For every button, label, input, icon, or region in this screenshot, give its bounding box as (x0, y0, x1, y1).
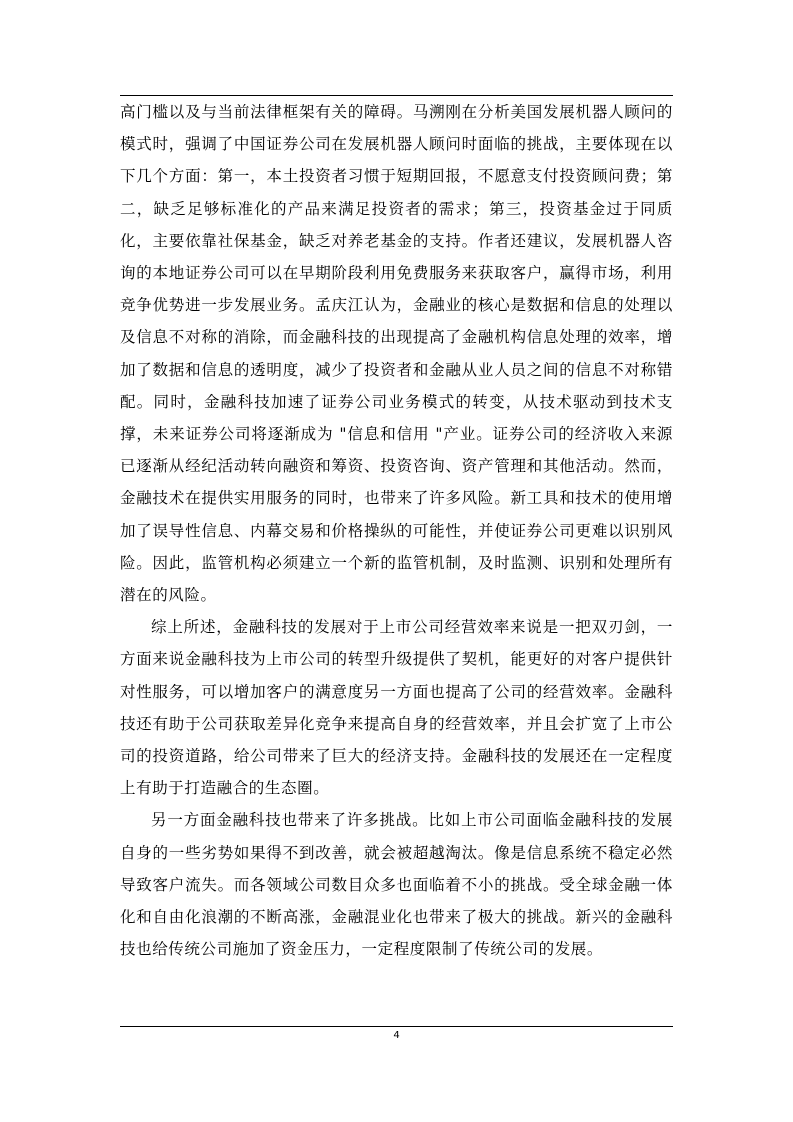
paragraph-continued: 高门槛以及与当前法律框架有关的障碍。马溯刚在分析美国发展机器人顾问的模式时，强调了中国证券公司在发展机器人顾问时面临的挑战，主要体现在以下几个方面：第一，本土投资者习惯于短期回报，不愿意支付投资顾问费；第二，缺乏足够标准化的产品来满足投资者的需求；第三，投资基金过于同质化，主要依靠社保基金，缺乏对养老基金的支持。作者还建议，发展机器人咨询的本地证券公司可以在早期阶段利用免费服务来获取客户，赢得市场，利用竞争优势进一步发展业务。孟庆江认为，金融业的核心是数据和信息的处理以及信息不对称的消除，而金融科技的出现提高了金融机构信息处理的效率，增加了数据和信息的透明度，减少了投资者和金融从业人员之间的信息不对称错配。同时，金融科技加速了证券公司业务模式的转变，从技术驱动到技术支撑，未来证券公司将逐渐成为 "信息和信用 "产业。证券公司的经济收入来源已逐渐从经纪活动转向融资和筹资、投资咨询、资产管理和其他活动。然而，金融技术在提供实用服务的同时，也带来了许多风险。新工具和技术的使用增加了误导性信息、内幕交易和价格操纵的可能性，并使证券公司更难以识别风险。因此，监管机构必须建立一个新的监管机制，及时监测、识别和处理所有潜在的风险。 (120, 103, 673, 605)
body-text (120, 96, 673, 965)
page-number: 4 (393, 1030, 400, 1041)
footer-rule (120, 1026, 673, 1027)
paragraph-summary: 综上所述，金融科技的发展对于上市公司经营效率来说是一把双刃剑，一方面来说金融科技为上市公司的转型升级提供了契机，能更好的对客户提供针对性服务，可以增加客户的满意度另一方面也提高了公司的经营效率。金融科技还有助于公司获取差异化竞争来提高自身的经营效率，并且会扩宽了上市公司的投资道路，给公司带来了巨大的经济支持。金融科技的发展还在一定程度上有助于打造融合的生态圈。 (120, 618, 673, 798)
paragraph-challenges: 另一方面金融科技也带来了许多挑战。比如上市公司面临金融科技的发展自身的一些劣势如果得不到改善，就会被超越淘汰。像是信息系统不稳定必然导致客户流失。而各领域公司数目众多也面临着不小的挑战。受全球金融一体化和自由化浪潮的不断高涨，金融混业化也带来了极大的挑战。新兴的金融科技也给传统公司施加了资金压力，一定程度限制了传统公司的发展。 (120, 811, 673, 959)
